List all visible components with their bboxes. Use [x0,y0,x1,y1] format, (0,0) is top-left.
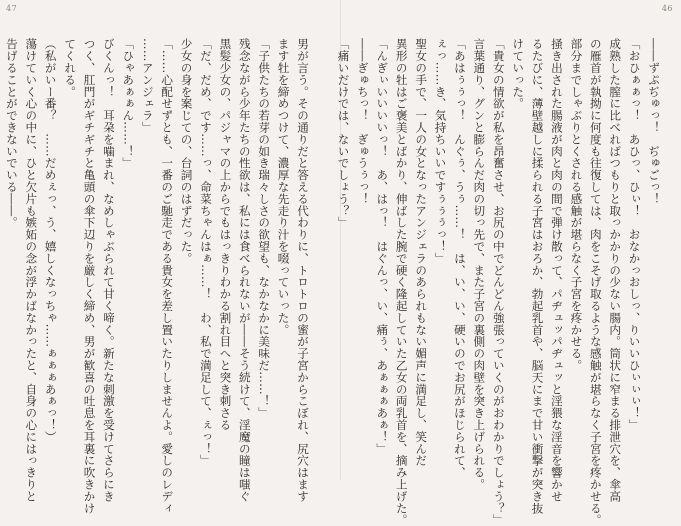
text-line: 男が言う。その通りだと答える代わりに、トロトロの蜜が子宮からこぼれ、尻穴はます [296,38,310,503]
text-line: （私がいー番？ ……だめぇっ、う、嬉しくなっちゃ……ぁぁぁあぁっ！） [43,38,58,443]
text-line: ……アンジェラ」 [140,38,155,134]
text-line: 「子供たちの若芽の如き瑞々しさの欲望も、なかなかに美味だ……！」 [257,38,272,419]
text-line: ――ずぷぢゅっ！ ぢゅごっ！ [647,38,661,205]
text-line: 「だ、だめ、です……っ、命菜ちゃんはぁ……！ わ、私で満足して、ぇっ！」 [198,38,213,467]
text-line: びくんっ！ 耳朶を噛まれ、なめしゃぶられて甘く啼く。新たな刺激を受けてさらにき [101,38,116,503]
text-line: 異形の牡はご褒美とばかり、伸ばした腕で硬く隆起していた乙女の両乳首を、摘み上げた。 [394,38,409,526]
text-line: 蕩けていく心の中に、ひと欠片も嫉妬の念が浮かばなかったと、自身の心にはっきりと [24,38,39,503]
right-page [336,0,681,526]
text-line: 聖女の手で、一人の女となったアンジェラのあられもない媚声に満足し、笑んだ [414,38,429,467]
text-line: 残念ながら少年たちの性欲は、私には食べられないが――そう続けて、淫魔の瞳は嗤ぐ [237,38,252,503]
text-line: ぇっ……き、気持ちいいですぅぅぅっ！」 [433,38,448,265]
text-line: けていった。 [511,38,526,110]
text-line: 「おひぁぁっ！ あひっ、ひぃ！ おなかっおしっ、りいいひぃぃぃ！」 [627,38,642,431]
text-line: 黒髪少女の、パジャマの上からでもはっきりわかる割れ目へと突き刺さる [218,38,233,431]
text-line [0,38,2,450]
text-line: 部分までしゃぶりとくされる感触が堪らなく子宮を疼かせる。 [569,38,584,372]
text-line: 告げることができないでいる――。 [4,38,19,229]
text-line: ――ぎゅちっ！ ぎゅうぅっ！ [355,38,370,205]
left-page [0,0,340,514]
right-page-body [336,38,663,526]
text-line: の雁首が執拗に何度も往復しては、肉をこそげ取るような感触が堪らなく子宮を疼かせる。 [588,38,603,526]
text-line: 掻き出された腸液が肉と肉の間で弾け散って、パヂュッパヂュッと淫猥な淫音を響かせ [549,38,564,503]
text-line: 「痛いだけでは、ないでしょう？」 [336,38,351,229]
text-line: 言葉通り、グンと膨らんだ肉の切っ先で、また子宮の裏側の肉壁を突き上げられる。 [472,38,487,491]
text-line: 成熟した膣に比べればつもりと取っかかりの少ない腸内。筒状に窄まる排泄穴を、傘高 [608,38,623,503]
text-line: 「ひゃあぁぁん……！」 [121,38,136,169]
text-line: てくれる。 [63,38,78,98]
right-page-number: 46 [661,4,673,13]
left-page-number: 47 [6,4,18,13]
text-line: 「んぎぃいいいいっ！ あ、はっ！ はぐんっ、い、痛ぅ、あぁぁぁあぁ！」 [375,38,390,455]
text-line: 「貴女の情欲が私を昂奮させ、お尻の中でどんどん強張っていくのがおわかりでしょう？」 [491,38,506,526]
left-page-body [4,38,312,514]
text-line: 「……心配せずとも、一番のご馳走である貴女を差し置いたりしませんよ。愛しのレディ [160,38,175,514]
text-line: 「あはぅぅっ！ んぐぅ、うぅ……！ は、い、い、硬いのでお尻がほじられて、 [452,38,467,479]
text-line: つく、肛門がギチギチと亀頭の傘下辺りを厳しく締め、男が歓喜の吐息を耳裏に吹きかけ [82,38,97,514]
text-line: 少女の身を案じての、台詞のはずだった。 [179,38,194,265]
text-line: ます牡を締めつけて、濃厚な先走り汁を啜っていった。 [276,38,291,336]
text-line: るたびに、薄壁越しに揉られる子宮はおろか、勃起乳首や、脳天にまで甘い衝撃が突き抜 [530,38,545,514]
